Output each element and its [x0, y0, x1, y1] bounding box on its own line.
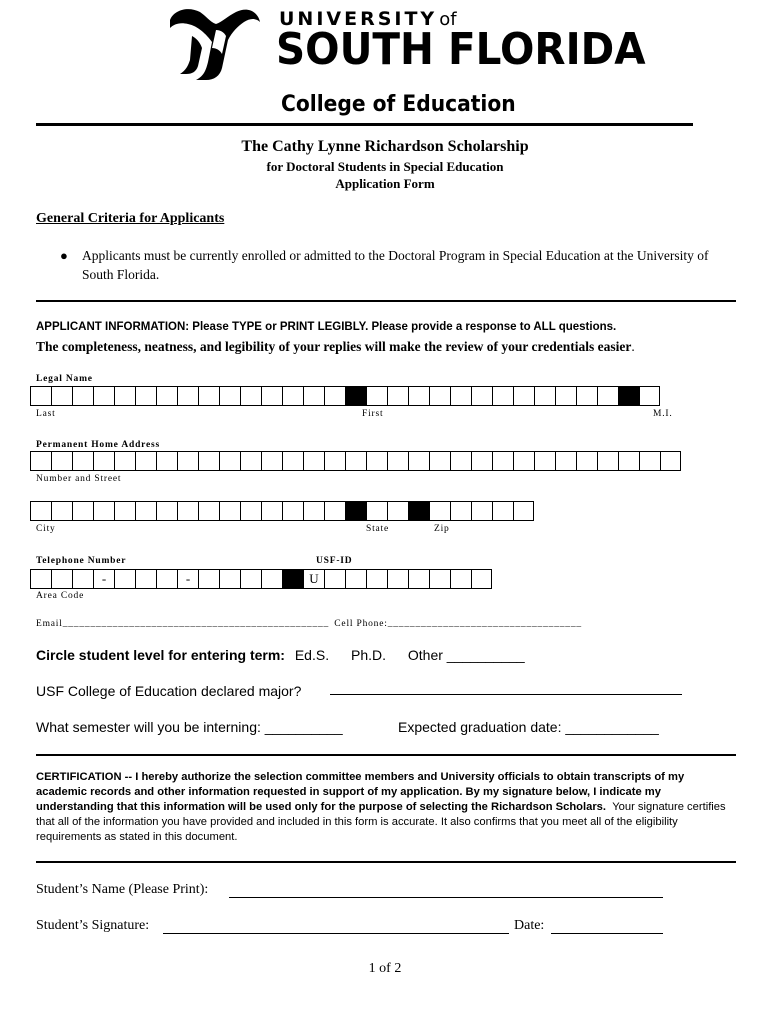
char-box[interactable]	[282, 386, 303, 406]
char-box[interactable]	[30, 569, 51, 589]
intern-question: What semester will you be interning: __________	[36, 719, 343, 735]
char-box[interactable]	[51, 501, 72, 521]
state-label: State	[366, 524, 389, 534]
char-box[interactable]	[618, 451, 639, 471]
university-wordmark: UNIVERSITY of	[279, 8, 457, 30]
char-box[interactable]	[261, 501, 282, 521]
south-florida-wordmark: SOUTH FLORIDA	[276, 24, 646, 75]
student-name-label: Student’s Name (Please Print):	[36, 882, 209, 897]
char-box[interactable]	[303, 501, 324, 521]
char-box[interactable]	[135, 569, 156, 589]
char-box[interactable]	[534, 386, 555, 406]
char-box[interactable]	[387, 451, 408, 471]
separator-box	[345, 501, 366, 521]
char-box[interactable]	[282, 501, 303, 521]
char-box[interactable]	[513, 386, 534, 406]
char-box[interactable]	[177, 451, 198, 471]
cellphone-field[interactable]: ___________________________________	[387, 619, 582, 629]
separator-box	[282, 569, 303, 589]
char-box[interactable]	[261, 386, 282, 406]
char-box[interactable]	[576, 451, 597, 471]
char-box[interactable]	[177, 386, 198, 406]
char-box[interactable]	[30, 501, 51, 521]
level-option-eds[interactable]: Ed.S.	[294, 647, 330, 663]
char-box[interactable]	[366, 569, 387, 589]
char-box[interactable]	[597, 386, 618, 406]
char-box[interactable]	[429, 569, 450, 589]
char-box[interactable]	[408, 451, 429, 471]
area-code-label: Area Code	[36, 591, 85, 601]
char-box[interactable]	[219, 569, 240, 589]
first-label: First	[362, 409, 384, 419]
char-box[interactable]	[597, 451, 618, 471]
char-box[interactable]	[639, 451, 660, 471]
char-box[interactable]	[240, 569, 261, 589]
char-box[interactable]	[324, 451, 345, 471]
form-title: The Cathy Lynne Richardson Scholarship	[241, 138, 529, 155]
char-box[interactable]	[72, 386, 93, 406]
char-box[interactable]	[450, 569, 471, 589]
zip-label: Zip	[434, 524, 450, 534]
char-box[interactable]	[30, 386, 51, 406]
separator-box	[345, 386, 366, 406]
char-box[interactable]	[324, 569, 345, 589]
char-box[interactable]	[471, 386, 492, 406]
section-divider	[36, 861, 736, 863]
major-question: USF College of Education declared major?	[36, 683, 302, 699]
char-box[interactable]	[429, 386, 450, 406]
char-box[interactable]	[51, 451, 72, 471]
char-box[interactable]	[240, 386, 261, 406]
char-box[interactable]	[261, 569, 282, 589]
char-box[interactable]	[30, 451, 51, 471]
date-label: Date:	[514, 918, 545, 933]
char-box[interactable]	[51, 569, 72, 589]
char-box[interactable]	[324, 501, 345, 521]
char-box[interactable]	[324, 386, 345, 406]
usf-bull-logo	[166, 6, 262, 82]
char-box[interactable]	[156, 569, 177, 589]
char-box[interactable]	[156, 451, 177, 471]
certification-text: CERTIFICATION -- I hereby authorize the selection committee members and University officials to obtain transcripts of my academic records and other information requested in support of my application. By my signature below, I indicate my understanding that this information will be used only for the purpose of selecting the Richardson Scholars. Your signature certifies that all of the information you have provided and included in this form is accurate. It also confirms that you meet all of the eligibility requirements as stated in this document.	[36, 771, 726, 843]
char-box[interactable]	[135, 386, 156, 406]
char-box[interactable]	[72, 569, 93, 589]
date-field[interactable]	[551, 933, 663, 934]
email-label: Email	[36, 619, 63, 629]
phone-id-boxes[interactable]	[30, 569, 492, 589]
student-name-field[interactable]	[229, 897, 663, 898]
char-box[interactable]	[639, 386, 660, 406]
char-box[interactable]	[177, 501, 198, 521]
char-box[interactable]	[93, 501, 114, 521]
separator-box	[408, 501, 429, 521]
usf-id-label: USF-ID	[316, 556, 353, 566]
signature-label: Student’s Signature:	[36, 918, 150, 933]
char-box[interactable]	[450, 451, 471, 471]
separator-box	[618, 386, 639, 406]
mi-label: M.I.	[653, 409, 673, 419]
char-box[interactable]	[408, 569, 429, 589]
telephone-label: Telephone Number	[36, 556, 127, 566]
char-box[interactable]	[408, 386, 429, 406]
major-field[interactable]	[330, 694, 682, 695]
legal-name-label: Legal Name	[36, 374, 93, 384]
char-box[interactable]	[387, 569, 408, 589]
char-box[interactable]	[219, 451, 240, 471]
char-box[interactable]	[492, 386, 513, 406]
char-box[interactable]	[114, 569, 135, 589]
char-box[interactable]	[135, 501, 156, 521]
graduation-question: Expected graduation date: ____________	[398, 719, 659, 735]
char-box[interactable]	[114, 451, 135, 471]
cellphone-label: Cell Phone:	[334, 619, 388, 629]
char-box[interactable]	[303, 386, 324, 406]
last-label: Last	[36, 409, 56, 419]
char-box[interactable]	[576, 386, 597, 406]
char-box[interactable]	[513, 451, 534, 471]
char-box[interactable]	[135, 451, 156, 471]
char-box[interactable]	[429, 451, 450, 471]
street-boxes[interactable]	[30, 451, 681, 471]
criteria-item: Applicants must be currently enrolled or admitted to the Doctoral Program in Special Education at the University of South Florida.	[82, 248, 709, 282]
char-box[interactable]	[345, 451, 366, 471]
char-box[interactable]	[240, 501, 261, 521]
char-box[interactable]	[219, 501, 240, 521]
char-box[interactable]	[366, 501, 387, 521]
legal-name-boxes[interactable]	[30, 386, 660, 406]
char-box[interactable]	[492, 501, 513, 521]
criteria-heading: General Criteria for Applicants	[36, 211, 225, 226]
char-box[interactable]	[114, 501, 135, 521]
char-box[interactable]	[114, 386, 135, 406]
char-box[interactable]	[345, 569, 366, 589]
char-box[interactable]	[366, 451, 387, 471]
char-box[interactable]	[156, 386, 177, 406]
number-street-label: Number and Street	[36, 474, 122, 484]
char-box[interactable]	[555, 386, 576, 406]
address-label: Permanent Home Address	[36, 440, 161, 450]
char-box[interactable]	[51, 386, 72, 406]
level-option-phd[interactable]: Ph.D.	[350, 647, 386, 663]
bullet-icon: ●	[60, 248, 68, 263]
student-level-row	[36, 647, 525, 663]
char-box[interactable]	[450, 386, 471, 406]
usf-id-prefix: U	[303, 569, 324, 589]
char-box[interactable]	[492, 451, 513, 471]
email-row	[36, 619, 582, 629]
city-state-zip-boxes[interactable]	[30, 501, 534, 521]
phone-dash: -	[93, 569, 114, 589]
form-subtitle: for Doctoral Students in Special Education	[266, 159, 504, 174]
char-box[interactable]	[429, 501, 450, 521]
char-box[interactable]	[471, 501, 492, 521]
char-box[interactable]	[198, 569, 219, 589]
form-type: Application Form	[335, 176, 435, 191]
char-box[interactable]	[72, 451, 93, 471]
email-field[interactable]: ________________________________________________	[62, 619, 330, 629]
char-box[interactable]	[261, 451, 282, 471]
char-box[interactable]	[156, 501, 177, 521]
char-box[interactable]	[534, 451, 555, 471]
city-label: City	[36, 524, 56, 534]
applicant-note: The completeness, neatness, and legibility of your replies will make the review of your credentials easier.	[36, 339, 635, 354]
char-box[interactable]	[93, 386, 114, 406]
char-box[interactable]	[513, 501, 534, 521]
char-box[interactable]	[198, 451, 219, 471]
char-box[interactable]	[282, 451, 303, 471]
header-divider	[36, 123, 693, 126]
char-box[interactable]	[240, 451, 261, 471]
char-box[interactable]	[198, 501, 219, 521]
char-box[interactable]	[219, 386, 240, 406]
section-divider	[36, 300, 736, 302]
phone-dash: -	[177, 569, 198, 589]
applicant-instructions: APPLICANT INFORMATION: Please TYPE or PRINT LEGIBLY. Please provide a response to ALL questions.	[36, 321, 617, 333]
section-divider	[36, 754, 736, 756]
char-box[interactable]	[471, 569, 492, 589]
student-level-label: Circle student level for entering term:	[36, 647, 285, 663]
char-box[interactable]	[72, 501, 93, 521]
char-box[interactable]	[471, 451, 492, 471]
college-name: College of Education	[281, 92, 516, 117]
signature-field[interactable]	[163, 933, 509, 934]
char-box[interactable]	[303, 451, 324, 471]
char-box[interactable]	[387, 386, 408, 406]
char-box[interactable]	[450, 501, 471, 521]
char-box[interactable]	[555, 451, 576, 471]
char-box[interactable]	[660, 451, 681, 471]
page-number: 1 of 2	[368, 961, 402, 976]
level-option-other[interactable]: Other __________	[407, 647, 525, 663]
char-box[interactable]	[366, 386, 387, 406]
char-box[interactable]	[198, 386, 219, 406]
char-box[interactable]	[93, 451, 114, 471]
char-box[interactable]	[387, 501, 408, 521]
